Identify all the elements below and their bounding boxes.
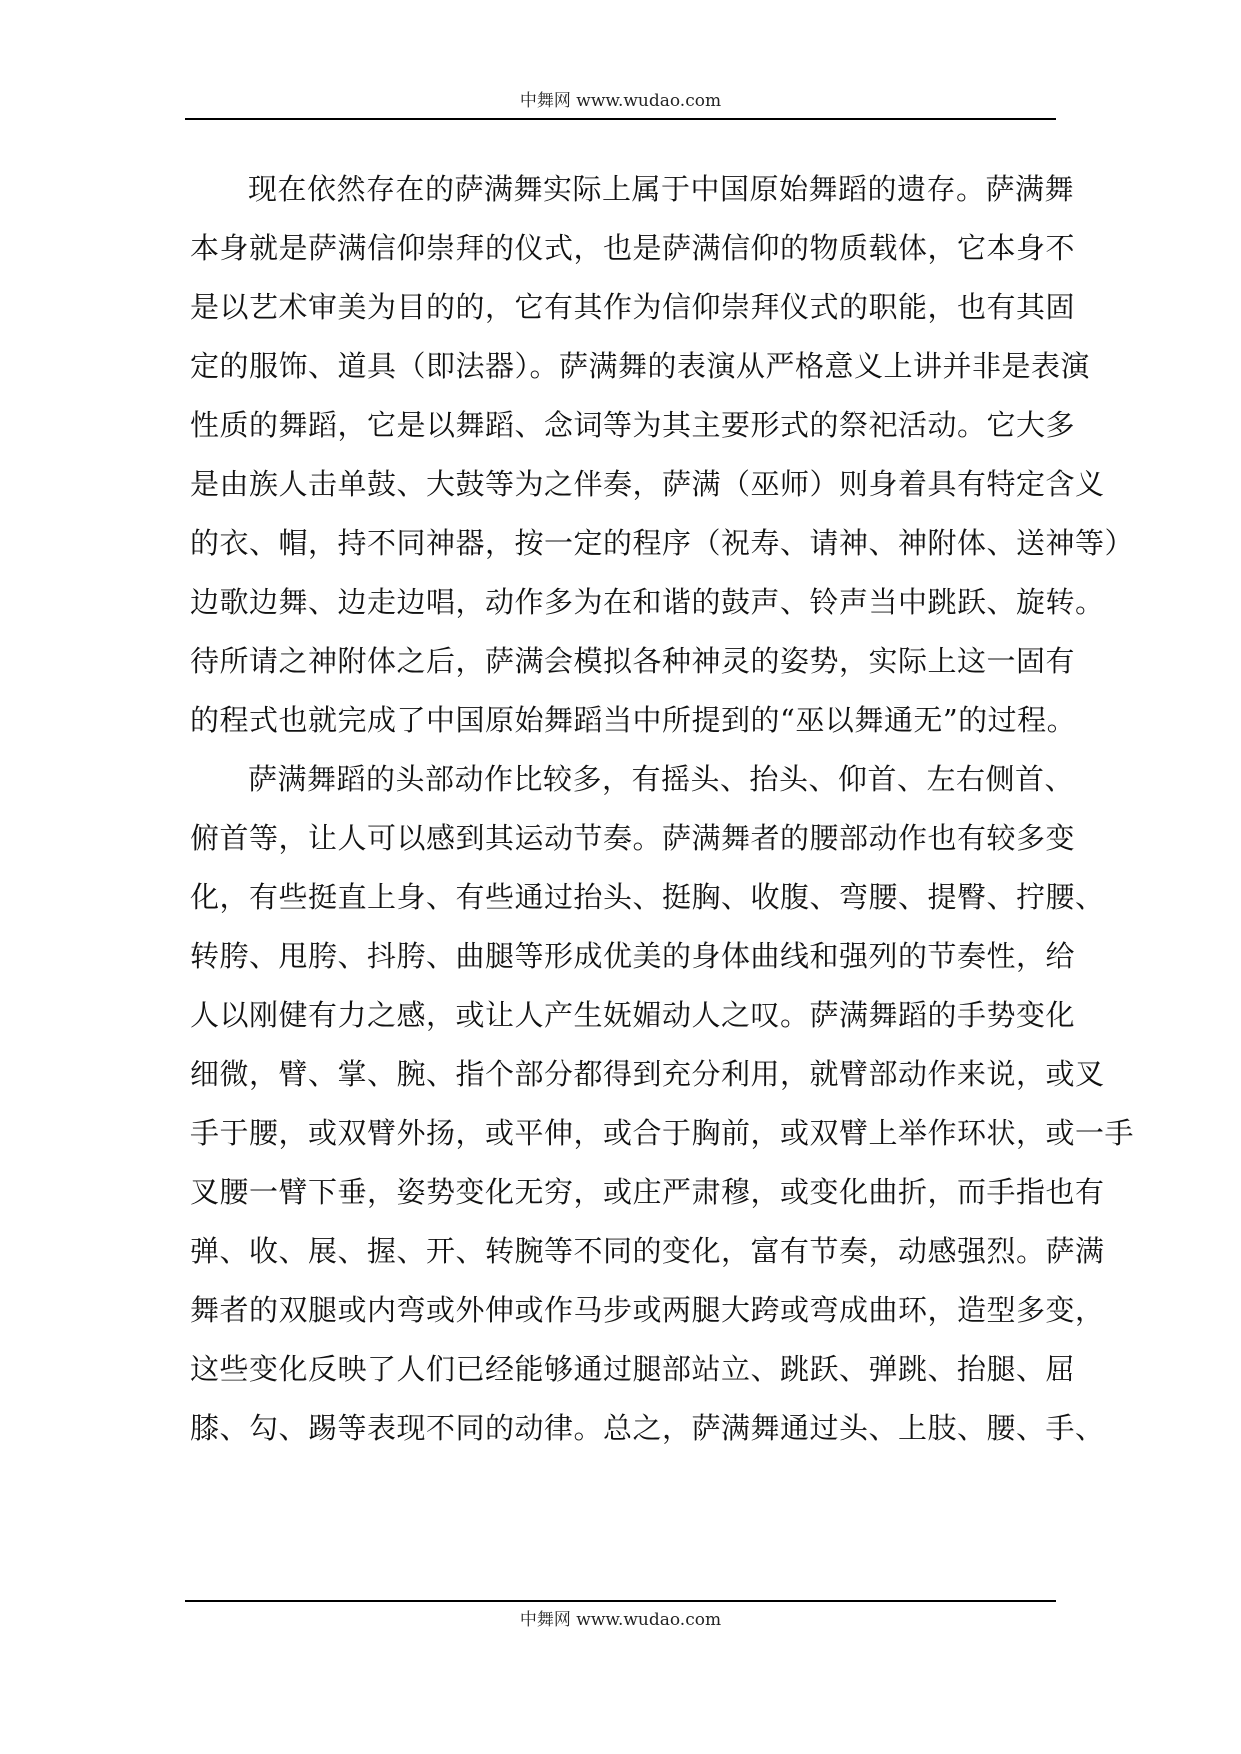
text-line: 萨满舞蹈的头部动作比较多，有摇头、抬头、仰首、左右侧首、 xyxy=(248,762,1075,796)
header-text: 中舞网 www.wudao.com xyxy=(519,91,722,111)
text-line: 膝、勾、踢等表现不同的动律。总之，萨满舞通过头、上肢、腰、手、 xyxy=(190,1411,1105,1445)
page-header xyxy=(185,84,1056,120)
text-line: 人以刚健有力之感，或让人产生妩媚动人之叹。萨满舞蹈的手势变化 xyxy=(190,998,1076,1032)
text-line: 现在依然存在的萨满舞实际上属于中国原始舞蹈的遗存。萨满舞 xyxy=(248,172,1075,206)
text-line: 叉腰一臂下垂，姿势变化无穷，或庄严肃穆，或变化曲折，而手指也有 xyxy=(190,1175,1105,1209)
text-line: 转胯、甩胯、抖胯、曲腿等形成优美的身体曲线和强列的节奏性，给 xyxy=(190,939,1076,973)
paragraph-1 xyxy=(190,160,1135,750)
text-line: 的程式也就完成了中国原始舞蹈当中所提到的“巫以舞通无”的过程。 xyxy=(190,703,1077,737)
page-footer xyxy=(185,1600,1056,1634)
text-line: 弹、收、展、握、开、转腕等不同的变化，富有节奏，动感强烈。萨满 xyxy=(190,1234,1105,1268)
text-line: 舞者的双腿或内弯或外伸或作马步或两腿大跨或弯成曲环，造型多变， xyxy=(190,1293,1105,1327)
text-line: 本身就是萨满信仰崇拜的仪式，也是萨满信仰的物质载体，它本身不 xyxy=(190,231,1076,265)
footer-text: 中舞网 www.wudao.com xyxy=(519,1610,722,1630)
text-line: 边歌边舞、边走边唱，动作多为在和谐的鼓声、铃声当中跳跃、旋转。 xyxy=(190,585,1105,619)
text-line: 化，有些挺直上身、有些通过抬头、挺胸、收腹、弯腰、提臀、拧腰、 xyxy=(190,880,1105,914)
text-line: 这些变化反映了人们已经能够通过腿部站立、跳跃、弹跳、抬腿、屈 xyxy=(190,1352,1076,1386)
paragraph-2 xyxy=(190,750,1135,1458)
text-line: 定的服饰、道具（即法器）。萨满舞的表演从严格意义上讲并非是表演 xyxy=(190,349,1091,383)
text-line: 细微，臂、掌、腕、指个部分都得到充分利用，就臂部动作来说，或叉 xyxy=(190,1057,1105,1091)
text-line: 俯首等，让人可以感到其运动节奏。萨满舞者的腰部动作也有较多变 xyxy=(190,821,1076,855)
text-line: 性质的舞蹈，它是以舞蹈、念词等为其主要形式的祭祀活动。它大多 xyxy=(190,408,1076,442)
document-body xyxy=(190,160,1135,1458)
text-line: 待所请之神附体之后，萨满会模拟各种神灵的姿势，实际上这一固有 xyxy=(190,644,1076,678)
text-line: 手于腰，或双臂外扬，或平伸，或合于胸前，或双臂上举作环状，或一手 xyxy=(190,1116,1135,1150)
text-line: 的衣、帽，持不同神器，按一定的程序（祝寿、请神、神附体、送神等） xyxy=(190,526,1135,560)
text-line: 是以艺术审美为目的的，它有其作为信仰崇拜仪式的职能，也有其固 xyxy=(190,290,1076,324)
text-line: 是由族人击单鼓、大鼓等为之伴奏，萨满（巫师）则身着具有特定含义 xyxy=(190,467,1105,501)
